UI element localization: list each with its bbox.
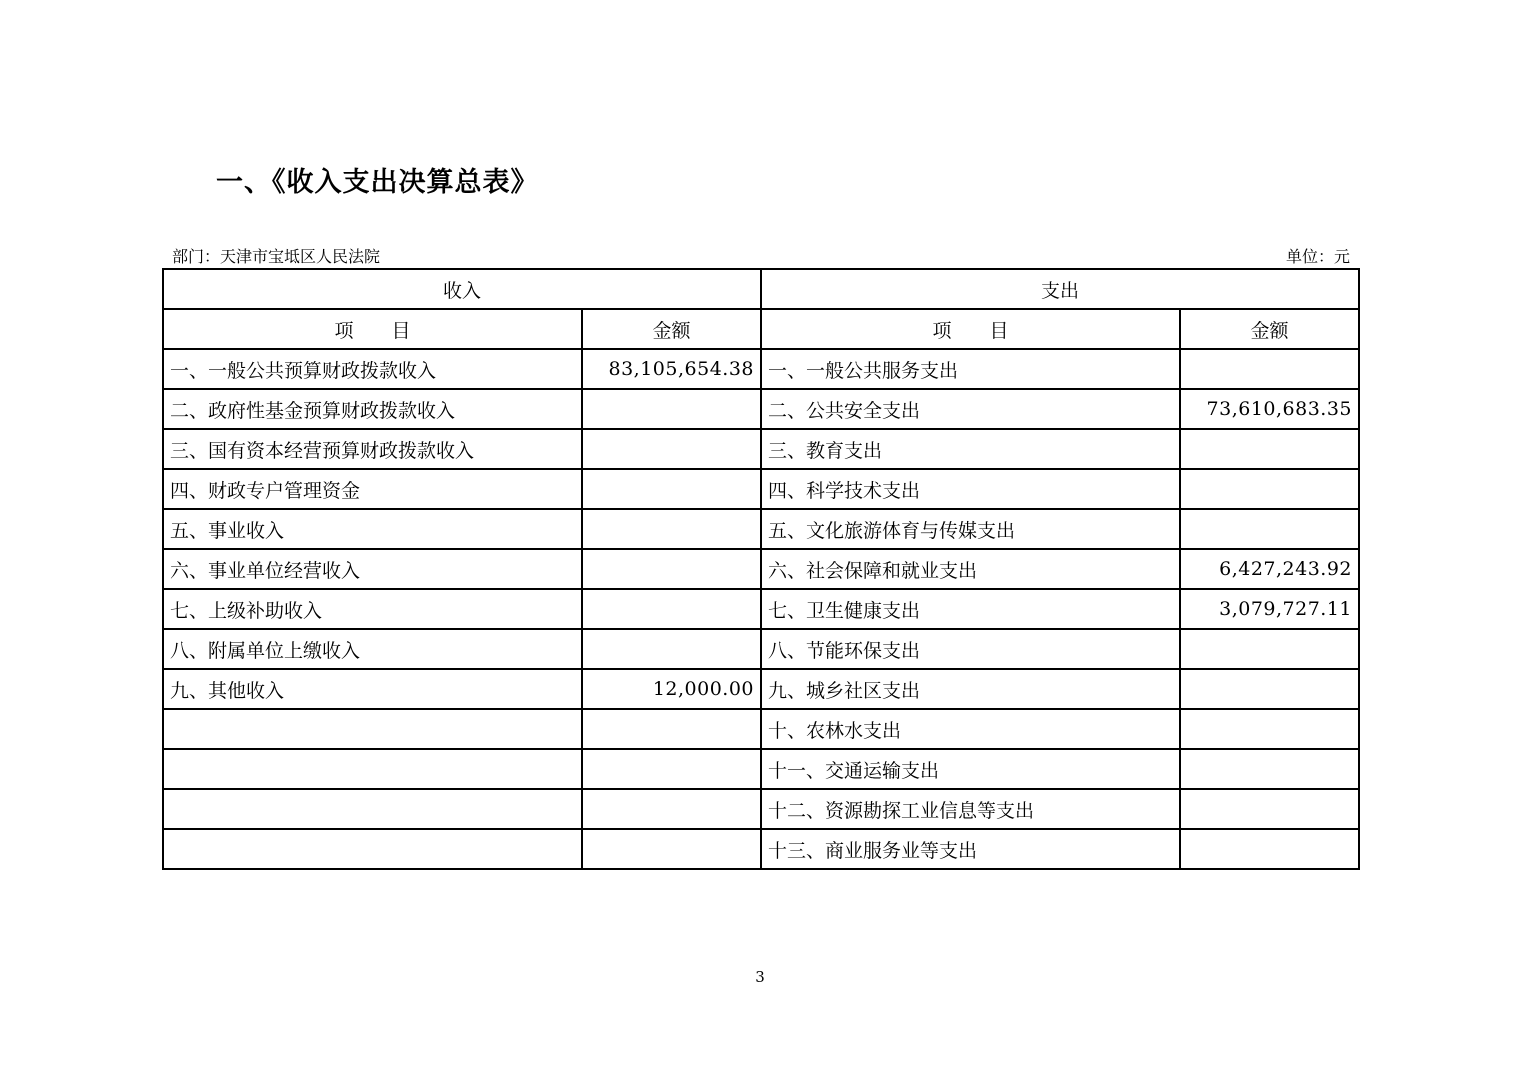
table-row — [163, 669, 1359, 709]
expense-item-cell: 六、社会保障和就业支出 — [761, 549, 1180, 589]
expense-amount-cell — [1180, 709, 1359, 749]
income-header: 收入 — [163, 269, 761, 309]
expense-amount-cell — [1180, 429, 1359, 469]
income-item-cell: 九、其他收入 — [163, 669, 582, 709]
income-amount-cell — [582, 549, 761, 589]
income-amount-cell — [582, 789, 761, 829]
expense-item-cell: 八、节能环保支出 — [761, 629, 1180, 669]
income-amount-cell: 12,000.00 — [582, 669, 761, 709]
income-amount-header: 金额 — [582, 309, 761, 349]
unit-label: 单位：元 — [1285, 247, 1350, 266]
expense-amount-cell: 6,427,243.92 — [1180, 549, 1359, 589]
income-item-cell: 一、一般公共预算财政拨款收入 — [163, 349, 582, 389]
income-item-cell — [163, 789, 582, 829]
expense-item-cell: 九、城乡社区支出 — [761, 669, 1180, 709]
department-label: 部门：天津市宝坻区人民法院 — [172, 247, 381, 266]
expense-amount-cell — [1180, 509, 1359, 549]
income-amount-cell — [582, 749, 761, 789]
table-row — [163, 429, 1359, 469]
table-row — [163, 389, 1359, 429]
income-item-cell: 四、财政专户管理资金 — [163, 469, 582, 509]
income-item-cell: 六、事业单位经营收入 — [163, 549, 582, 589]
income-item-cell: 八、附属单位上缴收入 — [163, 629, 582, 669]
table-row — [163, 629, 1359, 669]
expense-header: 支出 — [761, 269, 1359, 309]
expense-amount-cell — [1180, 749, 1359, 789]
income-amount-cell — [582, 429, 761, 469]
expense-item-cell: 二、公共安全支出 — [761, 389, 1180, 429]
income-item-cell: 三、国有资本经营预算财政拨款收入 — [163, 429, 582, 469]
income-amount-cell — [582, 469, 761, 509]
income-amount-cell — [582, 829, 761, 869]
expense-item-cell: 十三、商业服务业等支出 — [761, 829, 1180, 869]
expense-item-cell: 三、教育支出 — [761, 429, 1180, 469]
page-number: 3 — [755, 968, 765, 986]
table-row — [163, 709, 1359, 749]
income-amount-cell — [582, 589, 761, 629]
table-header-row-1 — [163, 269, 1359, 309]
table-row — [163, 349, 1359, 389]
expense-item-cell: 五、文化旅游体育与传媒支出 — [761, 509, 1180, 549]
expense-amount-cell — [1180, 629, 1359, 669]
expense-amount-cell — [1180, 669, 1359, 709]
income-amount-cell — [582, 389, 761, 429]
income-item-cell: 二、政府性基金预算财政拨款收入 — [163, 389, 582, 429]
income-item-cell — [163, 749, 582, 789]
income-expense-table — [162, 268, 1360, 870]
expense-item-cell: 十、农林水支出 — [761, 709, 1180, 749]
table-row — [163, 749, 1359, 789]
income-item-cell — [163, 829, 582, 869]
income-amount-cell — [582, 509, 761, 549]
income-item-cell: 七、上级补助收入 — [163, 589, 582, 629]
expense-amount-cell: 3,079,727.11 — [1180, 589, 1359, 629]
expense-amount-cell — [1180, 789, 1359, 829]
income-amount-cell — [582, 709, 761, 749]
expense-amount-cell — [1180, 469, 1359, 509]
expense-item-cell: 四、科学技术支出 — [761, 469, 1180, 509]
income-item-header: 项 目 — [163, 309, 582, 349]
income-amount-cell: 83,105,654.38 — [582, 349, 761, 389]
expense-amount-header: 金额 — [1180, 309, 1359, 349]
expense-item-cell: 十一、交通运输支出 — [761, 749, 1180, 789]
income-amount-cell — [582, 629, 761, 669]
expense-item-header: 项 目 — [761, 309, 1180, 349]
expense-amount-cell: 73,610,683.35 — [1180, 389, 1359, 429]
page-title: 一、《收入支出决算总表》 — [216, 167, 539, 198]
expense-amount-cell — [1180, 829, 1359, 869]
table-row — [163, 549, 1359, 589]
income-item-cell: 五、事业收入 — [163, 509, 582, 549]
income-item-cell — [163, 709, 582, 749]
table-header-row-2 — [163, 309, 1359, 349]
expense-item-cell: 一、一般公共服务支出 — [761, 349, 1180, 389]
expense-amount-cell — [1180, 349, 1359, 389]
table-row — [163, 829, 1359, 869]
expense-item-cell: 七、卫生健康支出 — [761, 589, 1180, 629]
table-row — [163, 509, 1359, 549]
table-row — [163, 469, 1359, 509]
expense-item-cell: 十二、资源勘探工业信息等支出 — [761, 789, 1180, 829]
table-row — [163, 589, 1359, 629]
table-row — [163, 789, 1359, 829]
